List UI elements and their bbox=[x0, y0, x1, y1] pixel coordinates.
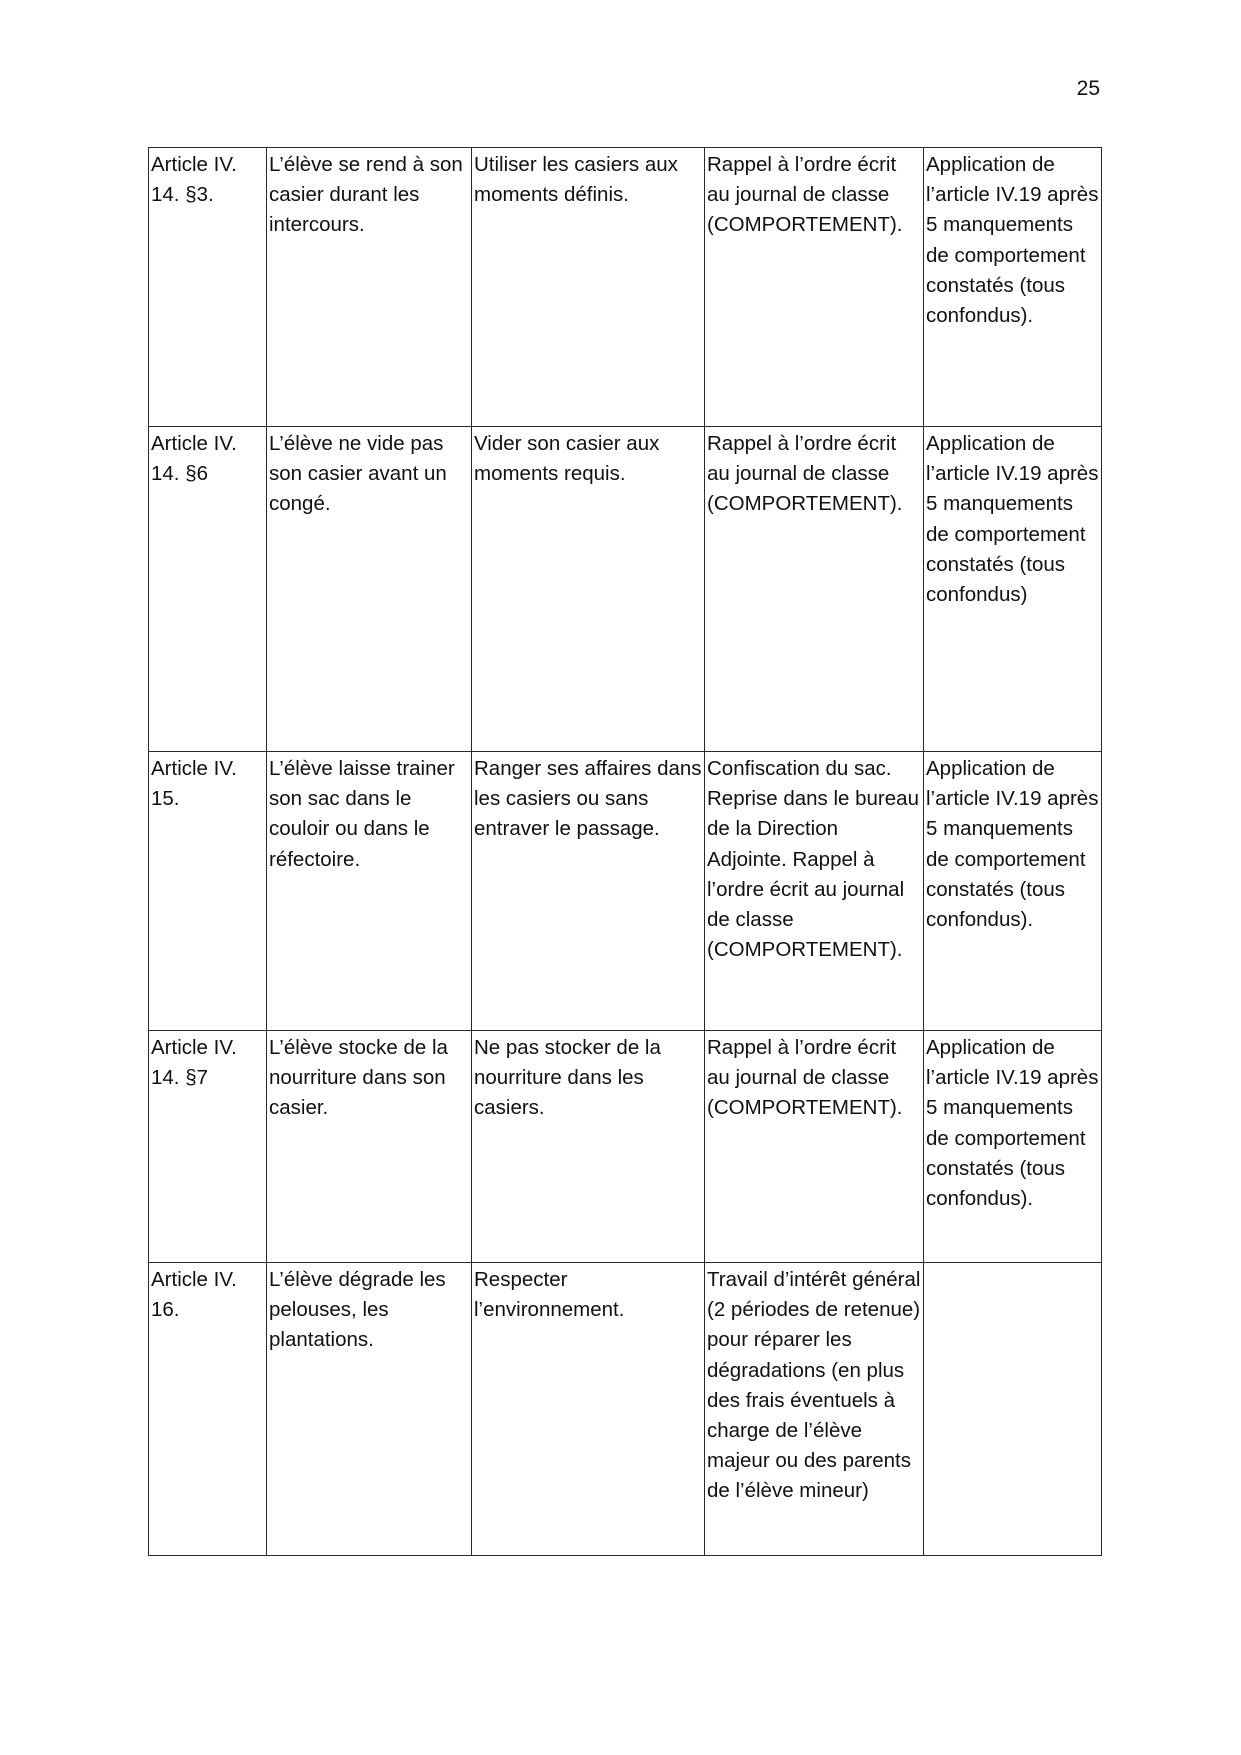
escalation-cell bbox=[924, 1263, 1102, 1556]
sanction-text: Travail d’intérêt général (2 périodes de retenue) pour réparer les dégradations (en plus des frais éventuels à charge de l’élève majeur ou des parents de l’élève mineur) bbox=[707, 1268, 921, 1503]
article-text: Article IV. 14. §3. bbox=[151, 153, 237, 207]
sanction-text: Rappel à l’ordre écrit au journal de classe (COMPORTEMENT). bbox=[707, 1036, 903, 1120]
behavior-text: L’élève dégrade les pelouses, les plantations. bbox=[269, 1268, 446, 1352]
sanction-cell bbox=[705, 427, 924, 752]
page-number: 25 bbox=[1076, 77, 1100, 100]
article-cell bbox=[149, 1263, 267, 1556]
behavior-text: L’élève laisse trainer son sac dans le couloir ou dans le réfectoire. bbox=[269, 757, 455, 871]
article-cell bbox=[149, 148, 267, 427]
table-row bbox=[149, 148, 1102, 427]
table-row bbox=[149, 752, 1102, 1031]
expectation-cell bbox=[472, 1031, 705, 1263]
table-row bbox=[149, 1031, 1102, 1263]
sanction-cell bbox=[705, 1031, 924, 1263]
sanction-cell bbox=[705, 1263, 924, 1556]
article-cell bbox=[149, 1031, 267, 1263]
expectation-cell bbox=[472, 752, 705, 1031]
behavior-cell bbox=[267, 427, 472, 752]
article-text: Article IV. 14. §7 bbox=[151, 1036, 237, 1090]
article-cell bbox=[149, 427, 267, 752]
article-text: Article IV. 15. bbox=[151, 757, 237, 811]
escalation-cell bbox=[924, 427, 1102, 752]
expectation-text: Ranger ses affaires dans les casiers ou sans entraver le passage. bbox=[474, 757, 702, 841]
behavior-cell bbox=[267, 1263, 472, 1556]
expectation-text: Ne pas stocker de la nourriture dans les casiers. bbox=[474, 1036, 661, 1120]
escalation-cell bbox=[924, 1031, 1102, 1263]
escalation-cell bbox=[924, 752, 1102, 1031]
behavior-text: L’élève ne vide pas son casier avant un congé. bbox=[269, 432, 447, 516]
sanction-text: Rappel à l’ordre écrit au journal de classe (COMPORTEMENT). bbox=[707, 432, 903, 516]
sanction-text: Rappel à l’ordre écrit au journal de classe (COMPORTEMENT). bbox=[707, 153, 903, 237]
behavior-text: L’élève stocke de la nourriture dans son casier. bbox=[269, 1036, 448, 1120]
behavior-cell bbox=[267, 1031, 472, 1263]
expectation-text: Respecter l’environnement. bbox=[474, 1268, 625, 1322]
behavior-cell bbox=[267, 752, 472, 1031]
table-row bbox=[149, 1263, 1102, 1556]
escalation-text: Application de l’article IV.19 après 5 manquements de comportement constatés (tous confondus). bbox=[926, 757, 1099, 932]
sanction-cell bbox=[705, 752, 924, 1031]
rules-table bbox=[148, 147, 1102, 1556]
table-row bbox=[149, 427, 1102, 752]
expectation-cell bbox=[472, 1263, 705, 1556]
expectation-text: Utiliser les casiers aux moments définis. bbox=[474, 153, 678, 207]
escalation-text: Application de l’article IV.19 après 5 manquements de comportement constatés (tous confondus). bbox=[926, 1036, 1099, 1211]
article-text: Article IV. 14. §6 bbox=[151, 432, 237, 486]
escalation-text: Application de l’article IV.19 après 5 manquements de comportement constatés (tous confondus) bbox=[926, 432, 1099, 607]
escalation-cell bbox=[924, 148, 1102, 427]
behavior-text: L’élève se rend à son casier durant les intercours. bbox=[269, 153, 463, 237]
behavior-cell bbox=[267, 148, 472, 427]
expectation-cell bbox=[472, 427, 705, 752]
article-text: Article IV. 16. bbox=[151, 1268, 237, 1322]
expectation-cell bbox=[472, 148, 705, 427]
sanction-text: Confiscation du sac. Reprise dans le bureau de la Direction Adjointe. Rappel à l’ordre écrit au journal de classe (COMPORTEMENT). bbox=[707, 757, 919, 962]
article-cell bbox=[149, 752, 267, 1031]
expectation-text: Vider son casier aux moments requis. bbox=[474, 432, 660, 486]
escalation-text: Application de l’article IV.19 après 5 manquements de comportement constatés (tous confondus). bbox=[926, 153, 1099, 328]
sanction-cell bbox=[705, 148, 924, 427]
